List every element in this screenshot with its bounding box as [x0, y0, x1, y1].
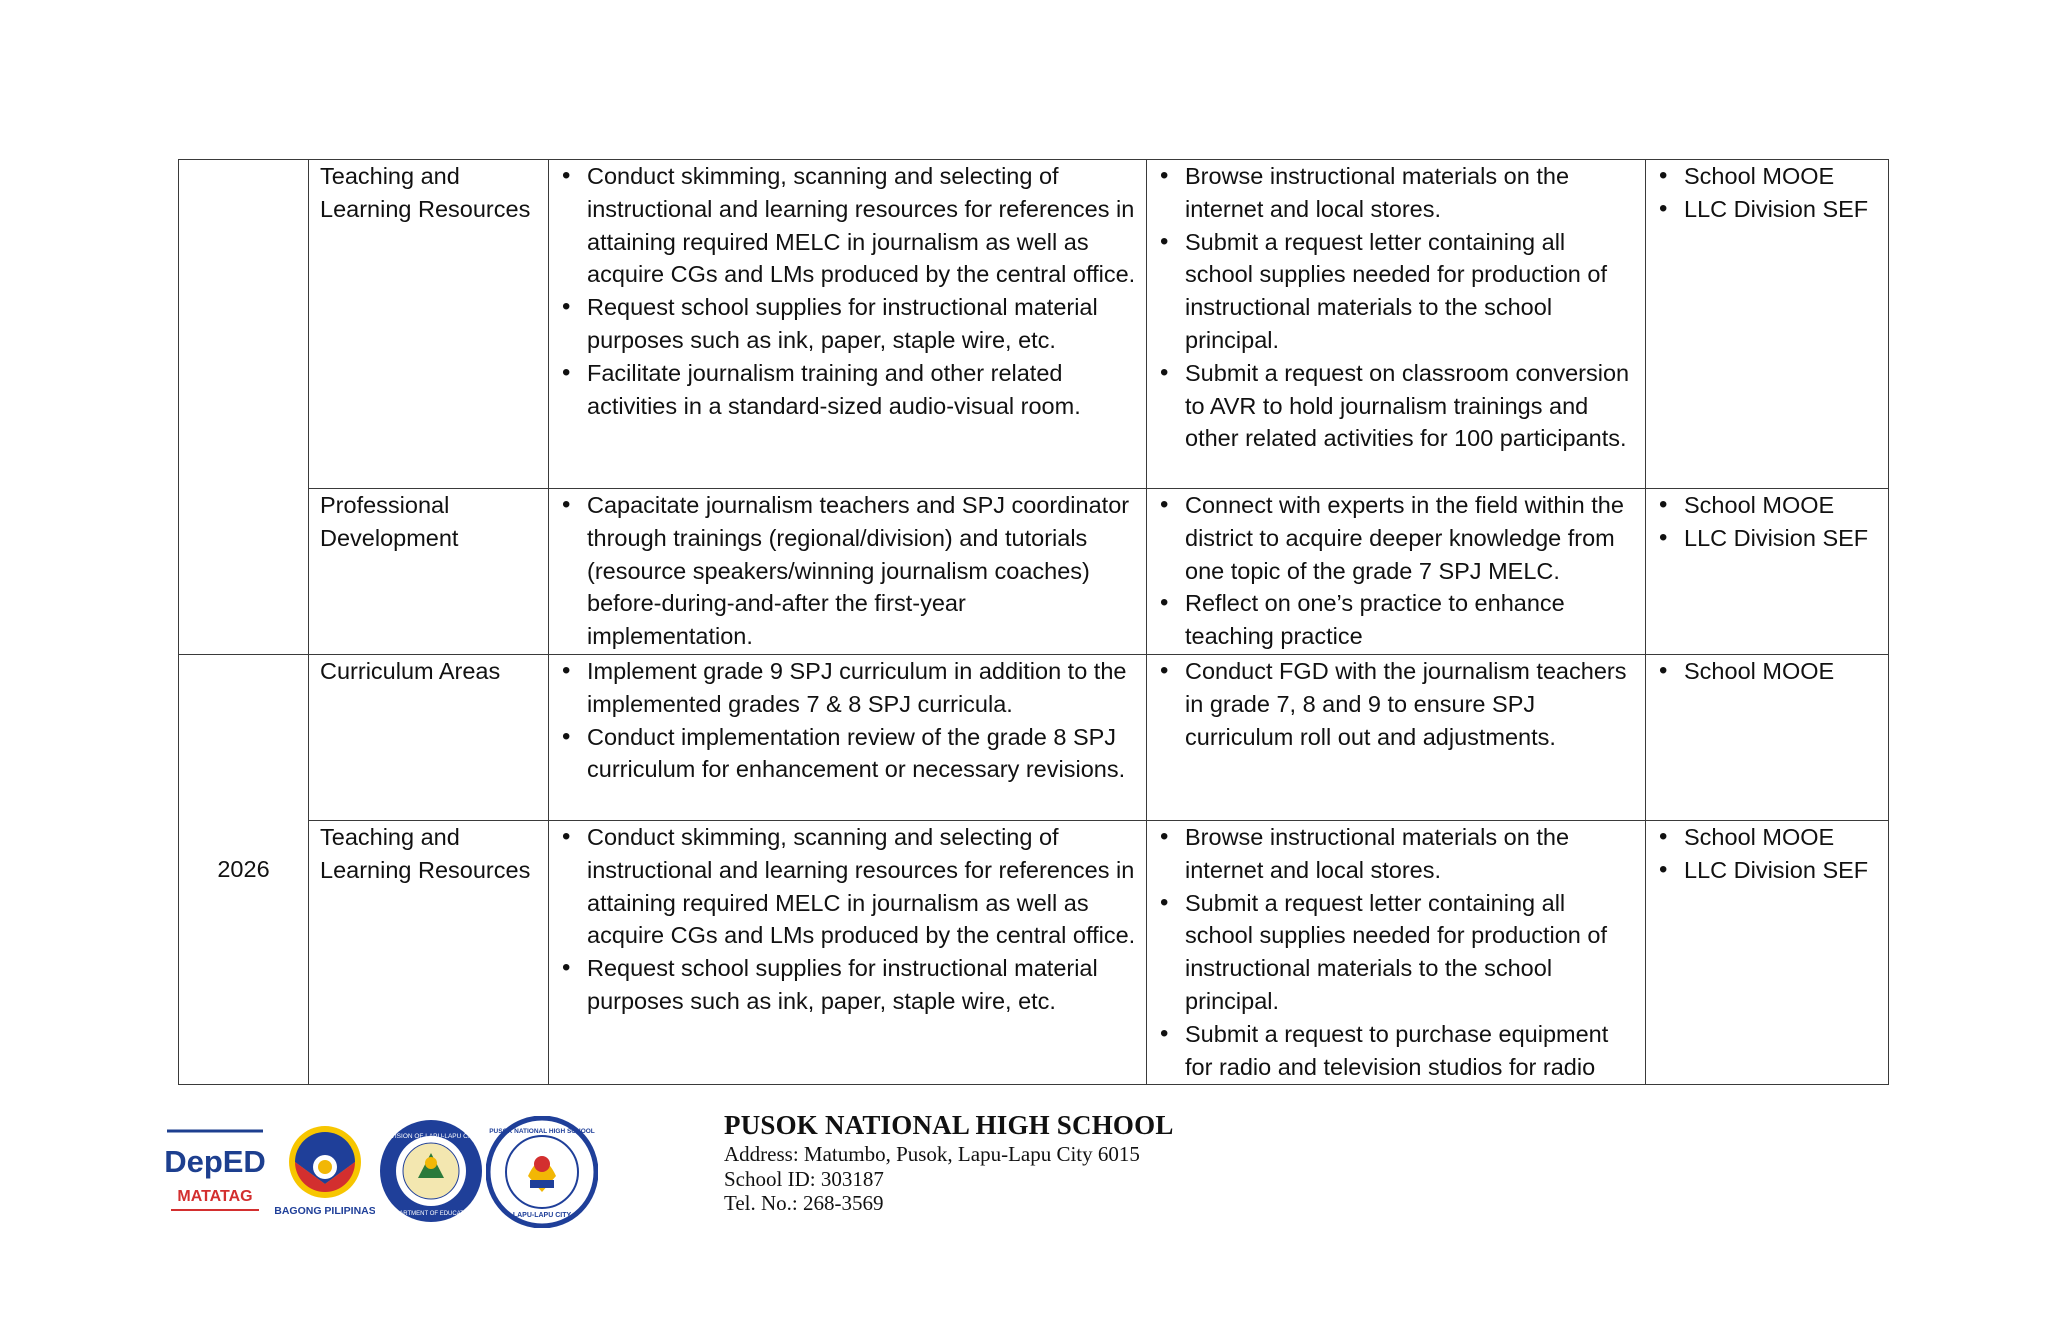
actions-list — [1147, 821, 1637, 1083]
actions-list — [1147, 655, 1637, 753]
school-seal-logo — [486, 1116, 598, 1228]
list-item: • Submit a request on classroom conversion to AVR to hold journalism trainings and other related activities for 100 participants. — [1185, 357, 1637, 455]
table-row — [179, 655, 1889, 821]
list-item: • Browse instructional materials on the internet and local stores. — [1185, 821, 1637, 887]
deped-matatag-logo — [165, 1128, 265, 1218]
list-item: • LLC Division SEF — [1684, 193, 1880, 226]
activities-list — [549, 489, 1138, 653]
school-seal-graphic — [486, 1116, 598, 1228]
list-item: • Facilitate journalism training and other related activities in a standard-sized audio-visual room. — [587, 357, 1138, 423]
table-row — [179, 821, 1889, 1085]
list-item: • School MOOE — [1684, 655, 1880, 688]
list-item: • Reflect on one’s practice to enhance teaching practice — [1185, 587, 1637, 653]
activities-list — [549, 821, 1138, 1018]
area-cell: Teaching and Learning Resources — [309, 160, 549, 489]
list-item: • School MOOE — [1684, 489, 1880, 522]
list-item: • Connect with experts in the field within the district to acquire deeper knowledge from one topic of the grade 7 SPJ MELC. — [1185, 489, 1637, 587]
school-seal-top-text: PUSOK NATIONAL HIGH SCHOOL — [489, 1128, 595, 1135]
list-item: • Conduct FGD with the journalism teachers in grade 7, 8 and 9 to ensure SPJ curriculum roll out and adjustments. — [1185, 655, 1637, 753]
deped-wordmark: DepED — [165, 1144, 265, 1179]
table-row — [179, 489, 1889, 655]
division-seal-bottom-text: DEPARTMENT OF EDUCATION — [387, 1211, 475, 1217]
funds-list — [1646, 655, 1880, 688]
division-seal-graphic — [378, 1118, 484, 1224]
list-item: • Conduct implementation review of the grade 8 SPJ curriculum for enhancement or necessary revisions. — [587, 721, 1138, 787]
school-id: School ID: 303187 — [724, 1166, 884, 1191]
actions-list — [1147, 160, 1637, 455]
actions-list — [1147, 489, 1637, 653]
activities-cell — [549, 489, 1147, 655]
actions-cell — [1147, 821, 1646, 1085]
actions-cell — [1147, 655, 1646, 821]
list-item: • Request school supplies for instructional material purposes such as ink, paper, staple wire, etc. — [587, 291, 1138, 357]
list-item: • School MOOE — [1684, 821, 1880, 854]
area-cell: Curriculum Areas — [309, 655, 549, 821]
activities-cell — [549, 821, 1147, 1085]
funds-cell — [1646, 655, 1889, 821]
activities-cell — [549, 655, 1147, 821]
bagong-pilipinas-graphic — [275, 1122, 375, 1222]
division-seal-logo — [378, 1118, 484, 1224]
bagong-pilipinas-label: BAGONG PILIPINAS — [275, 1205, 375, 1217]
school-address: Address: Matumbo, Pusok, Lapu-Lapu City 6015 — [724, 1142, 1140, 1166]
list-item: • School MOOE — [1684, 160, 1880, 193]
funds-cell — [1646, 821, 1889, 1085]
area-cell: Teaching and Learning Resources — [309, 821, 549, 1085]
list-item: • Submit a request letter containing all school supplies needed for production of instructional materials to the school principal. — [1185, 226, 1637, 357]
activities-list — [549, 160, 1138, 422]
school-info — [724, 1108, 1424, 1216]
list-item: • Submit a request letter containing all school supplies needed for production of instructional materials to the school principal. — [1185, 887, 1637, 1018]
activities-cell — [549, 160, 1147, 489]
deped-logo-graphic — [165, 1128, 265, 1218]
list-item: • Conduct skimming, scanning and selecting of instructional and learning resources for references in attaining required MELC in journalism as well as acquire CGs and LMs produced by the central office. — [587, 821, 1138, 952]
school-telephone: Tel. No.: 268-3569 — [724, 1191, 884, 1215]
activities-list — [549, 655, 1138, 786]
year-cell-empty — [179, 160, 309, 655]
division-seal-top-text: DIVISION OF LAPU-LAPU CITY — [384, 1133, 478, 1140]
funds-list — [1646, 489, 1880, 555]
school-seal-bottom-text: LAPU-LAPU CITY — [512, 1212, 572, 1219]
year-cell: 2026 — [179, 655, 309, 1085]
actions-cell — [1147, 160, 1646, 489]
funds-list — [1646, 821, 1880, 887]
funds-cell — [1646, 489, 1889, 655]
list-item: • Capacitate journalism teachers and SPJ coordinator through trainings (regional/division) and tutorials (resource speakers/winning journalism coaches) before-during-and-after the first-year implementation. — [587, 489, 1138, 653]
list-item: • Browse instructional materials on the internet and local stores. — [1185, 160, 1637, 226]
list-item: • Implement grade 9 SPJ curriculum in addition to the implemented grades 7 & 8 SPJ curricula. — [587, 655, 1138, 721]
matatag-wordmark: MATATAG — [177, 1188, 253, 1205]
bagong-pilipinas-logo — [275, 1122, 375, 1222]
funds-cell — [1646, 160, 1889, 489]
area-cell: Professional Development — [309, 489, 549, 655]
list-item: • LLC Division SEF — [1684, 522, 1880, 555]
list-item: • Submit a request to purchase equipment for radio and television studios for radio — [1185, 1018, 1637, 1084]
list-item: • LLC Division SEF — [1684, 854, 1880, 887]
plan-table — [178, 159, 1889, 1085]
table-row — [179, 160, 1889, 489]
actions-cell — [1147, 489, 1646, 655]
school-name: PUSOK NATIONAL HIGH SCHOOL — [724, 1110, 1174, 1140]
list-item: • Conduct skimming, scanning and selecting of instructional and learning resources for references in attaining required MELC in journalism as well as acquire CGs and LMs produced by the central office. — [587, 160, 1138, 291]
funds-list — [1646, 160, 1880, 226]
list-item: • Request school supplies for instructional material purposes such as ink, paper, staple wire, etc. — [587, 952, 1138, 1018]
